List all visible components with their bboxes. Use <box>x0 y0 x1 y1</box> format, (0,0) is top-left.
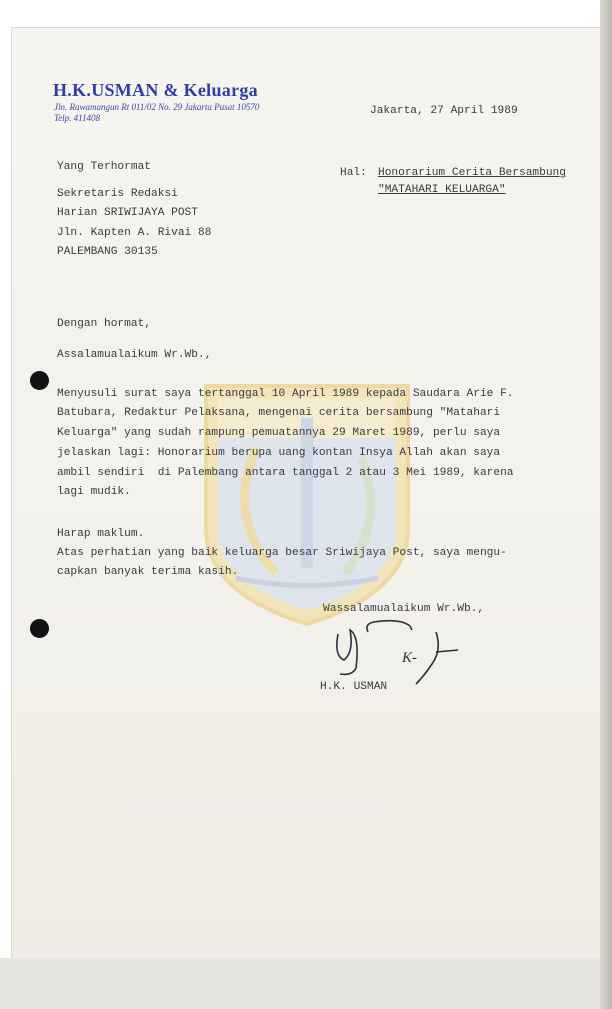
opening-salam: Assalamualaikum Wr.Wb., <box>57 349 212 361</box>
greeting: Dengan hormat, <box>57 318 151 330</box>
subject-line: Honorarium Cerita Bersambung <box>378 167 566 179</box>
recipient-line: Harian SRIWIJAYA POST <box>57 207 198 219</box>
closing-salam: Wassalamualaikum Wr.Wb., <box>323 603 485 615</box>
punch-hole-bottom <box>30 619 49 638</box>
recipient-salutation: Yang Terhormat <box>57 161 151 173</box>
signature-handwriting: K- <box>402 650 417 666</box>
recipient-line: Sekretaris Redaksi <box>57 188 178 200</box>
body-line: Menyusuli surat saya tertanggal 10 April 1989 kepada Saudara Arie F. <box>57 388 514 400</box>
body-line: Batubara, Redaktur Pelaksana, mengenai cerita bersambung "Matahari <box>57 407 501 419</box>
letterhead-name: H.K.USMAN & Keluarga <box>53 80 258 100</box>
body-line: Atas perhatian yang baik keluarga besar Sriwijaya Post, saya mengu- <box>57 547 507 559</box>
body-line: lagi mudik. <box>57 486 131 498</box>
recipient-line: PALEMBANG 30135 <box>57 246 158 258</box>
body-line: ambil sendiri di Palembang antara tanggal 2 atau 3 Mei 1989, karena <box>57 467 514 479</box>
letter-date: Jakarta, 27 April 1989 <box>370 105 518 117</box>
subject-label: Hal: <box>340 167 367 179</box>
paper-edge-shadow <box>600 0 612 1009</box>
recipient-line: Jln. Kapten A. Rivai 88 <box>57 227 212 239</box>
body-line: Harap maklum. <box>57 528 145 540</box>
letterhead-address: Jln. Rawamangun Rt 011/02 No. 29 Jakarta Pusat 10570 <box>54 102 260 112</box>
body-line: jelaskan lagi: Honorarium berupa uang kontan Insya Allah akan saya <box>57 447 501 459</box>
body-line: capkan banyak terima kasih. <box>57 566 239 578</box>
signatory-name: H.K. USMAN <box>320 681 388 693</box>
body-line: Keluarga" yang sudah rampung pemuatannya 29 Maret 1989, perlu saya <box>57 427 501 439</box>
subject-line: "MATAHARI KELUARGA" <box>378 184 506 196</box>
letterhead-phone: Telp. 411408 <box>54 113 101 123</box>
punch-hole-top <box>30 371 49 390</box>
scanner-background <box>0 958 612 1009</box>
